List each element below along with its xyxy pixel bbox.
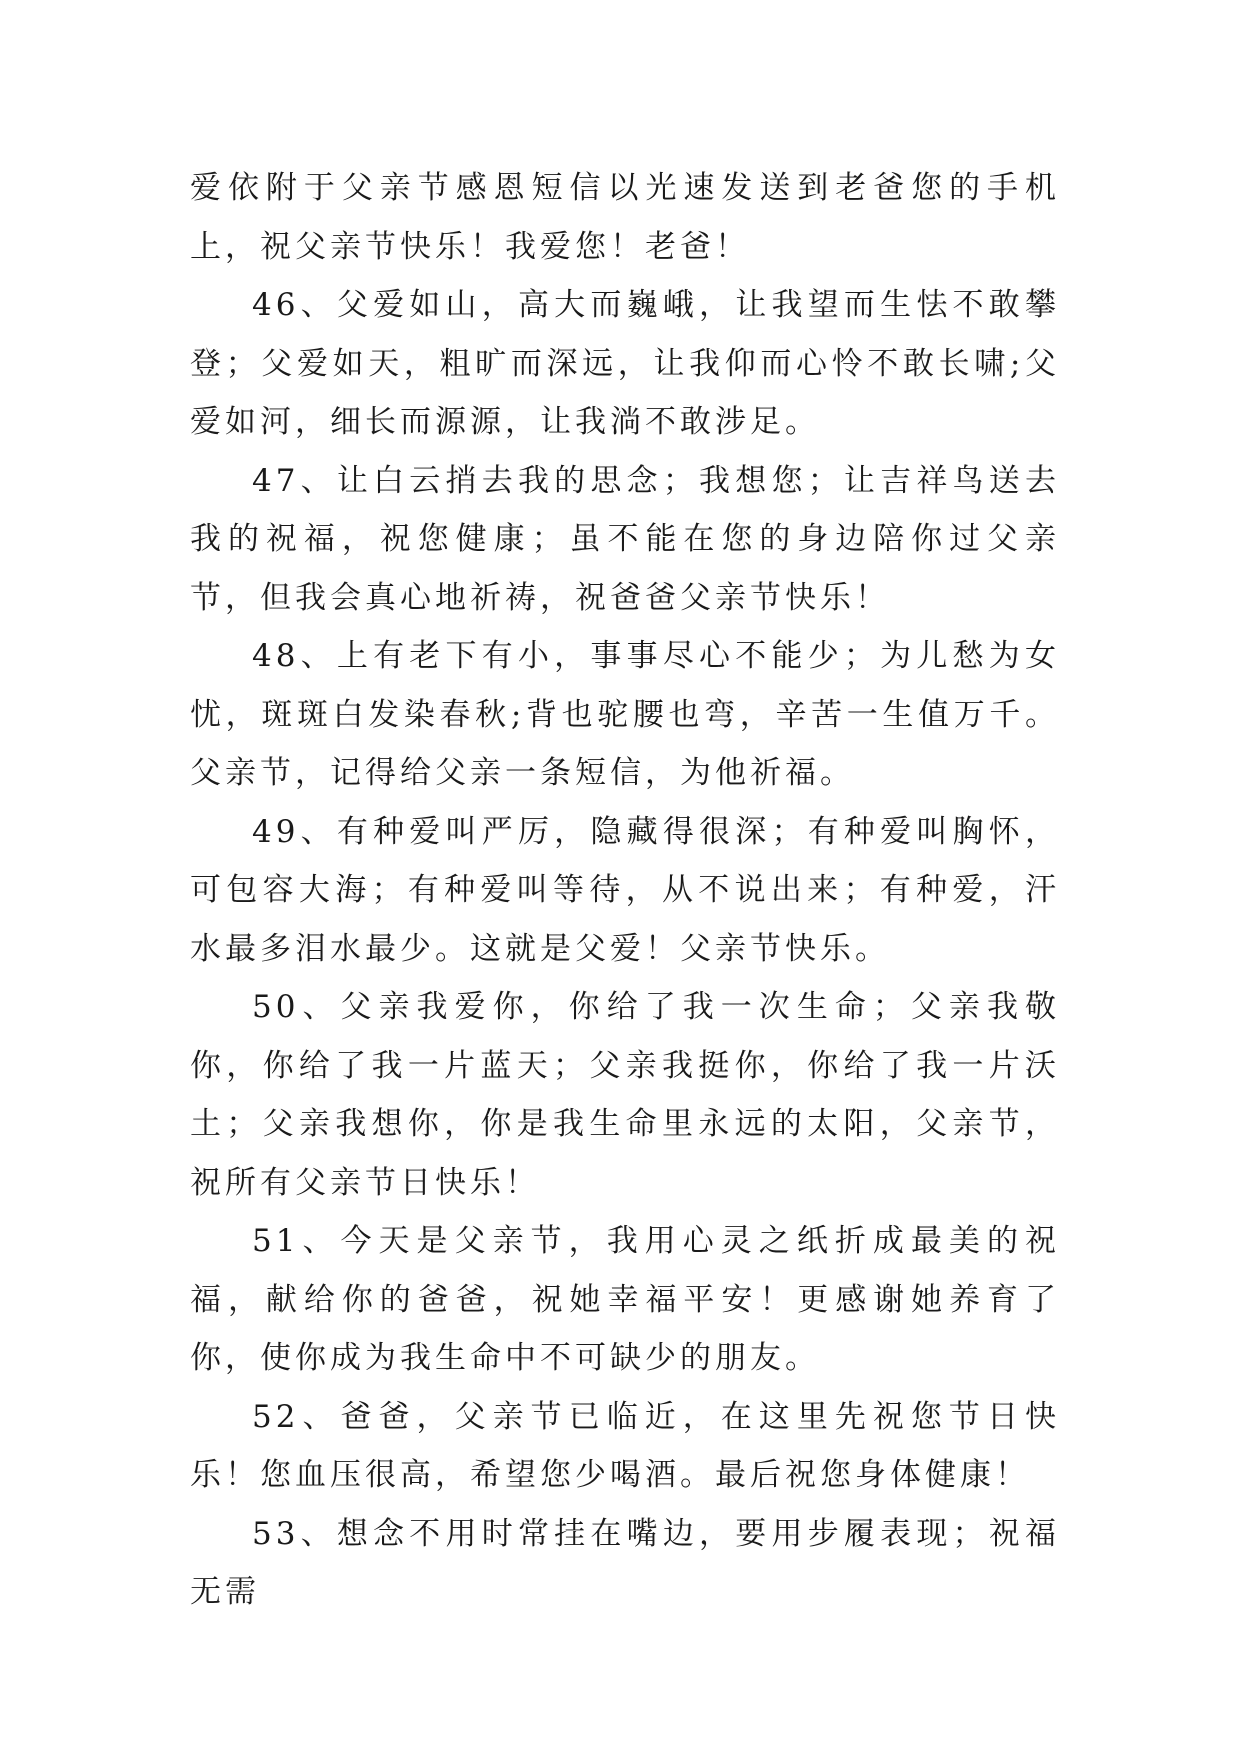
paragraph-49: 49、有种爱叫严厉，隐藏得很深；有种爱叫胸怀，可包容大海；有种爱叫等待，从不说出来；有种爱，汗水最多泪水最少。这就是父爱！父亲节快乐。 bbox=[190, 813, 1060, 967]
paragraph-51: 51、今天是父亲节，我用心灵之纸折成最美的祝福，献给你的爸爸，祝她幸福平安！更感谢她养育了你，使你成为我生命中不可缺少的朋友。 bbox=[190, 1223, 1060, 1376]
paragraph-continued: 爱依附于父亲节感恩短信以光速发送到老爸您的手机上，祝父亲节快乐！我爱您！老爸！ bbox=[190, 170, 1060, 265]
paragraph-50: 50、父亲我爱你，你给了我一次生命；父亲我敬你，你给了我一片蓝天；父亲我挺你，你给了我一片沃土；父亲我想你，你是我生命里永远的太阳，父亲节，祝所有父亲节日快乐！ bbox=[190, 989, 1060, 1201]
paragraph-47: 47、让白云捎去我的思念；我想您；让吉祥鸟送去我的祝福，祝您健康；虽不能在您的身边陪你过父亲节，但我会真心地祈祷，祝爸爸父亲节快乐！ bbox=[190, 462, 1060, 616]
paragraph-53: 53、想念不用时常挂在嘴边，要用步履表现；祝福无需 bbox=[190, 1515, 1060, 1610]
paragraph-46: 46、父爱如山，高大而巍峨，让我望而生怯不敢攀登；父爱如天，粗旷而深远，让我仰而心怜不敢长啸;父爱如河，细长而源源，让我淌不敢涉足。 bbox=[190, 287, 1060, 440]
paragraph-52: 52、爸爸，父亲节已临近，在这里先祝您节日快乐！您血压很高，希望您少喝酒。最后祝您身体健康！ bbox=[190, 1398, 1060, 1493]
paragraph-48: 48、上有老下有小，事事尽心不能少；为儿愁为女忧，斑斑白发染春秋;背也驼腰也弯，辛苦一生值万千。父亲节，记得给父亲一条短信，为他祈福。 bbox=[190, 638, 1060, 791]
document-body bbox=[190, 159, 1060, 1622]
